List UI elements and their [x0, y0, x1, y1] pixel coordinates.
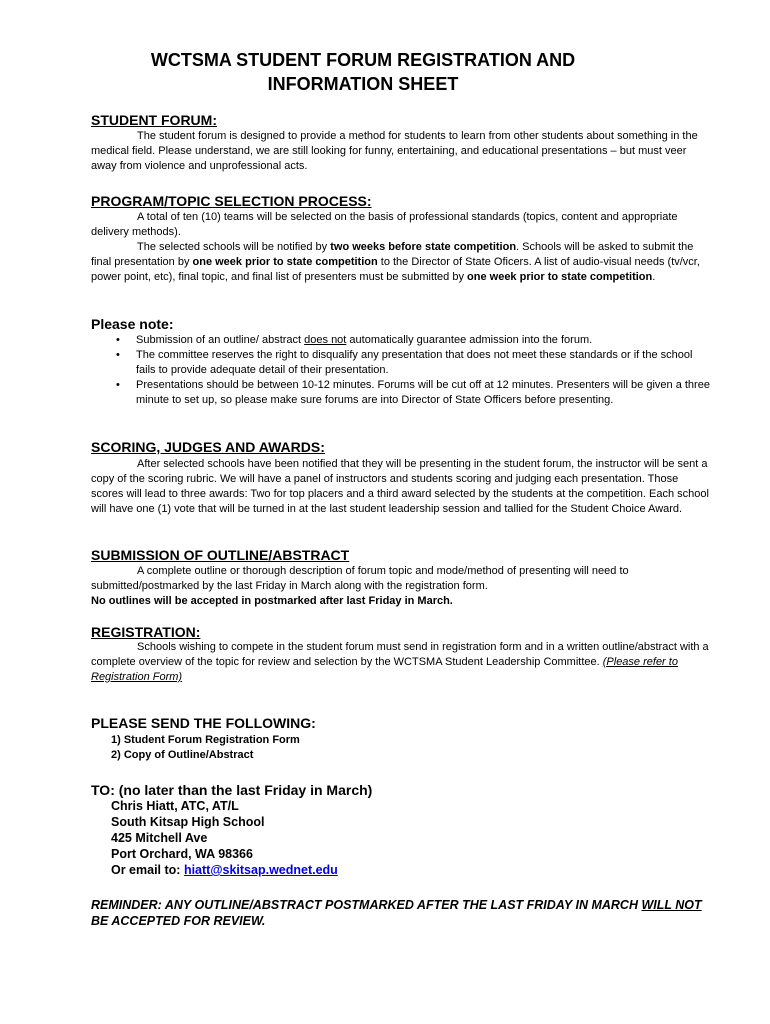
student-forum-heading: STUDENT FORUM: — [91, 112, 217, 128]
title-line-1: WCTSMA STUDENT FORUM REGISTRATION AND — [150, 50, 576, 70]
please-note-heading: Please note: — [91, 316, 174, 332]
list-item: • The committee reserves the right to disqualify any presentation that does not meet these standards or if the school fails to provide adequate detail of their presentation. — [116, 349, 693, 376]
list-item: 2) Copy of Outline/Abstract — [111, 749, 254, 761]
registration-form-link[interactable]: (Please refer to Registration Form) — [91, 656, 678, 683]
program-paragraph-2: The selected schools will be notified by two weeks before state competition. Schools will be asked to submit the final presentation by one week prior to state competition to the Director of State Oficers. A list of audio-visual needs (tv/vcr, power point, etc), final topic, and final list of presenters must be submitted by one week prior to state competition. — [91, 241, 700, 283]
title-line-2: INFORMATION SHEET — [267, 74, 459, 94]
scoring-heading: SCORING, JUDGES AND AWARDS: — [91, 439, 325, 455]
email-link[interactable]: hiatt@skitsap.wednet.edu — [183, 863, 338, 877]
registration-heading: REGISTRATION: — [91, 624, 201, 640]
page-title — [0, 48, 726, 96]
please-send-heading: PLEASE SEND THE FOLLOWING: — [91, 715, 316, 731]
program-heading: PROGRAM/TOPIC SELECTION PROCESS: — [91, 193, 372, 209]
scoring-text: After selected schools have been notified that they will be presenting in the student forum, the instructor will be sent a copy of the scoring rubric. We will have a panel of instructors and students scoring and judging each presentation. Those scores will lead to three awards: Two for top placers and a third award selected by the students at the competition. Each school will have one (1) vote that will be turned in at the last student leadership session and tallied for the Student Choice Award. — [91, 458, 709, 515]
contact-school: South Kitsap High School — [111, 815, 265, 829]
list-item: • Presentations should be between 10-12 minutes. Forums will be cut off at 12 minutes. Presenters will be given a three minute to set up, so please make sure forums are into Director of State Officers before presenting. — [116, 379, 710, 406]
submission-deadline-note: No outlines will be accepted in postmarked after last Friday in March. — [91, 595, 453, 607]
list-item: • Submission of an outline/ abstract does not automatically guarantee admission into the forum. — [116, 334, 593, 346]
submission-text: A complete outline or thorough description of forum topic and mode/method of presenting will need to submitted/postmarked by the last Friday in March along with the registration form. — [91, 565, 629, 592]
contact-street: 425 Mitchell Ave — [111, 831, 208, 845]
to-heading: TO: (no later than the last Friday in March) — [91, 782, 373, 798]
send-items-list — [111, 733, 300, 763]
contact-email-line: Or email to: hiatt@skitsap.wednet.edu — [111, 863, 338, 877]
reminder-note: REMINDER: ANY OUTLINE/ABSTRACT POSTMARKED AFTER THE LAST FRIDAY IN MARCH WILL NOT BE ACCEPTED FOR REVIEW. — [91, 898, 702, 928]
please-note-list — [91, 333, 711, 408]
submission-heading: SUBMISSION OF OUTLINE/ABSTRACT — [91, 547, 350, 563]
student-forum-text: The student forum is designed to provide a method for students to learn from other students about something in the medical field. Please understand, we are still looking for funny, entertaining, and educational presentations – but must veer away from violence and unprofessional acts. — [91, 130, 698, 172]
contact-city: Port Orchard, WA 98366 — [111, 847, 253, 861]
mailing-address — [111, 798, 338, 878]
registration-text: Schools wishing to compete in the student forum must send in registration form and in a written outline/abstract with a complete overview of the topic for review and selection by the WCTSMA Student Leadership Committee. (Please refer to Registration Form) — [91, 641, 709, 683]
contact-name: Chris Hiatt, ATC, AT/L — [111, 799, 239, 813]
program-paragraph-1: A total of ten (10) teams will be selected on the basis of professional standards (topics, content and appropriate delivery methods). — [91, 211, 678, 238]
list-item: 1) Student Forum Registration Form — [111, 734, 300, 746]
